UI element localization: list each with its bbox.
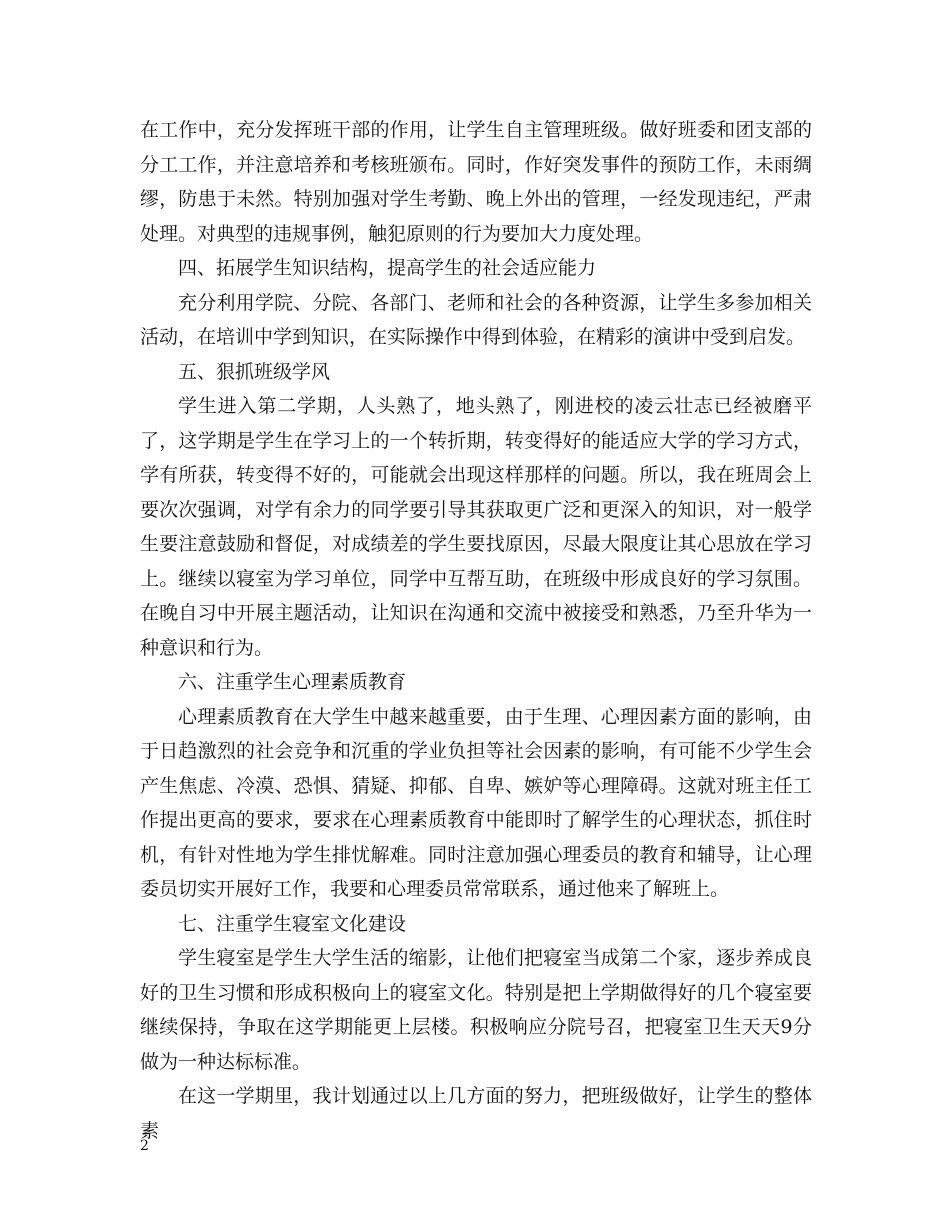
paragraph-3: 学生进入第二学期，人头熟了，地头熟了，刚进校的凌云壮志已经被磨平了，这学期是学生在学习上的一个转折期，转变得好的能适应大学的学习方式，学有所获，转变得不好的，可能就会出现这样那样的问题。所以，我在班周会上要次次强调，对学有余力的同学要引导其获取更广泛和更深入的知识，对一般学生要注意鼓励和督促，对成绩差的学生要找原因，尽最大限度让其心思放在学习上。继续以寝室为学习单位，同学中互帮互助，在班级中形成良好的学习氛围。在晚自习中开展主题活动，让知识在沟通和交流中被接受和熟悉，乃至升华为一种意识和行为。 xyxy=(140,395,812,659)
section-heading-4: 四、拓展学生知识结构，提高学生的社会适应能力 xyxy=(178,257,597,279)
document-body xyxy=(140,113,812,1148)
paragraph-5: 学生寝室是学生大学生活的缩影，让他们把寝室当成第二个家，逐步养成良好的卫生习惯和形成积极向上的寝室文化。特别是把上学期做得好的几个寝室要继续保持，争取在这学期能更上层楼。积极响应分院号召，把寝室卫生天天9分做为一种达标标准。 xyxy=(140,947,812,1073)
page-number: 2 xyxy=(140,1138,149,1154)
paragraph-1: 在工作中，充分发挥班干部的作用，让学生自主管理班级。做好班委和团支部的分工工作，并注意培养和考核班颁布。同时，作好突发事件的预防工作，未雨绸缪，防患于未然。特别加强对学生考勤、晚上外出的管理，一经发现违纪，严肃处理。对典型的违规事例，触犯原则的行为要加大力度处理。 xyxy=(140,119,812,245)
section-heading-5: 五、狠抓班级学风 xyxy=(178,360,331,383)
paragraph-6: 在这一学期里，我计划通过以上几方面的努力，把班级做好，让学生的整体素 xyxy=(140,1085,812,1142)
section-heading-7: 七、注重学生寝室文化建设 xyxy=(178,912,407,935)
paragraph-2: 充分利用学院、分院、各部门、老师和社会的各种资源，让学生多参加相关活动，在培训中学到知识，在实际操作中得到体验，在精彩的演讲中受到启发。 xyxy=(140,291,812,348)
paragraph-4: 心理素质教育在大学生中越来越重要，由于生理、心理因素方面的影响，由于日趋激烈的社会竞争和沉重的学业负担等社会因素的影响，有可能不少学生会产生焦虑、冷漠、恐惧、猜疑、抑郁、自卑、嫉妒等心理障碍。这就对班主任工作提出更高的要求，要求在心理素质教育中能即时了解学生的心理状态，抓住时机，有针对性地为学生排忧解难。同时注意加强心理委员的教育和辅导，让心理委员切实开展好工作，我要和心理委员常常联系，通过他来了解班上。 xyxy=(140,705,812,900)
section-heading-6: 六、注重学生心理素质教育 xyxy=(178,671,407,693)
